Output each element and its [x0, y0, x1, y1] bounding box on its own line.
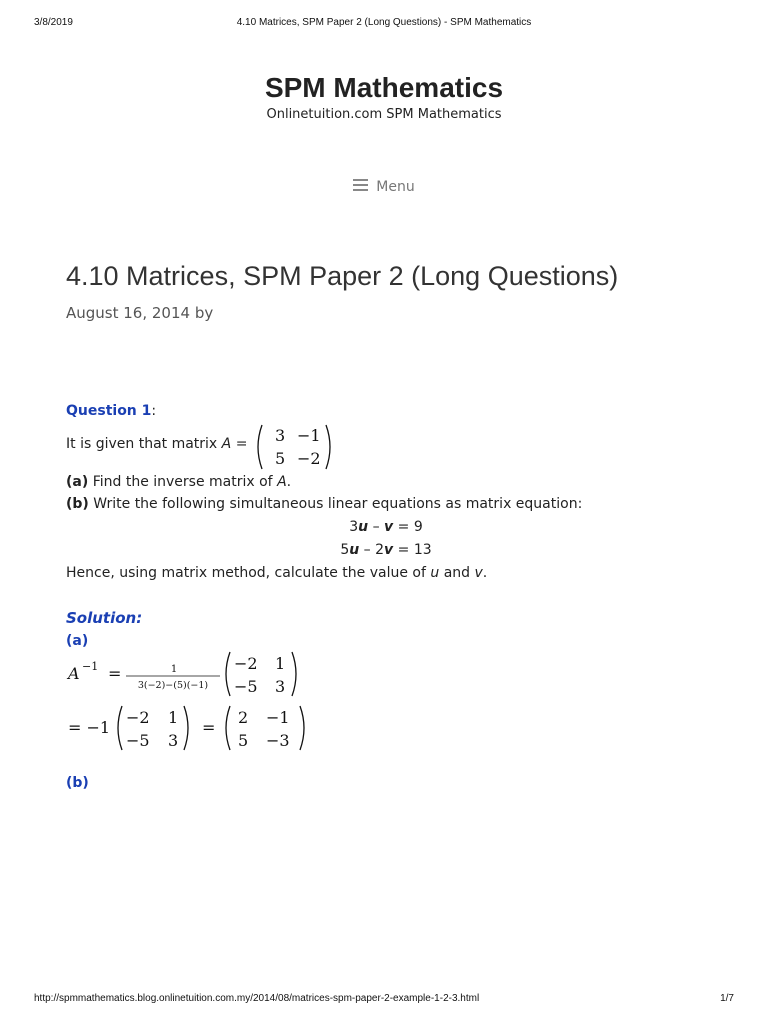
print-footer — [34, 993, 734, 1004]
matrix-a-cell: −2 — [297, 449, 321, 468]
matrix-a-cell: −1 — [297, 426, 321, 445]
solution-part-b-label: (b) — [66, 775, 89, 791]
fraction-numerator: 1 — [170, 664, 178, 675]
hence-line: Hence, using matrix method, calculate the value of u and v. — [66, 565, 488, 581]
inverse-result — [66, 702, 326, 754]
svg-text:=: = — [202, 718, 216, 737]
result-cell: 2 — [238, 708, 249, 727]
given-line: It is given that matrix A = — [66, 436, 248, 452]
adj-cell: 3 — [275, 677, 286, 696]
site-title[interactable]: SPM Mathematics — [264, 72, 504, 103]
part-b-question: (b) Write the following simultaneous linear equations as matrix equation: — [66, 496, 583, 512]
svg-text:=: = — [108, 664, 122, 683]
matrix-a-cell: 5 — [275, 449, 286, 468]
adj-cell: −2 — [234, 654, 258, 673]
adj-cell: 1 — [275, 654, 286, 673]
adj-cell: −5 — [234, 677, 258, 696]
print-date: 3/8/2019 — [34, 17, 73, 28]
fraction-denominator: 3(−2)−(5)(−1) — [137, 680, 209, 691]
print-page-title: 4.10 Matrices, SPM Paper 2 (Long Questions) - SPM Mathematics — [236, 17, 532, 28]
step2-cell: −2 — [126, 708, 150, 727]
solution-part-a-label: (a) — [66, 633, 89, 649]
result-cell: −3 — [266, 731, 290, 750]
part-a-question: (a) Find the inverse matrix of A. — [66, 474, 292, 490]
inverse-exponent: −1 — [82, 660, 99, 673]
print-url: http://spmmathematics.blog.onlinetuition.com.my/2014/08/matrices-spm-paper-2-example-1-2-3.html — [34, 993, 480, 1004]
solution-label: Solution: — [66, 609, 143, 627]
print-page-number: 1/7 — [720, 993, 734, 1004]
equation-1: 3u – v = 9 — [349, 519, 423, 535]
result-cell: −1 — [266, 708, 290, 727]
step2-cell: 3 — [168, 731, 179, 750]
step2-cell: 1 — [168, 708, 179, 727]
menu-label: Menu — [376, 179, 415, 195]
result-cell: 5 — [238, 731, 249, 750]
inverse-lhs: A — [68, 664, 80, 683]
post-meta: August 16, 2014 by — [66, 304, 214, 322]
site-description: Onlinetuition.com SPM Mathematics — [266, 107, 502, 122]
question-label: Question 1: — [66, 403, 157, 419]
scalar: = −1 — [68, 718, 111, 737]
inverse-formula — [66, 648, 326, 700]
post-title: 4.10 Matrices, SPM Paper 2 (Long Questions) — [66, 261, 619, 291]
hamburger-icon — [353, 176, 368, 194]
matrix-a — [253, 422, 335, 472]
equation-2: 5u – 2v = 13 — [340, 542, 432, 558]
step2-cell: −5 — [126, 731, 150, 750]
menu-toggle[interactable] — [0, 178, 768, 196]
matrix-a-cell: 3 — [275, 426, 286, 445]
